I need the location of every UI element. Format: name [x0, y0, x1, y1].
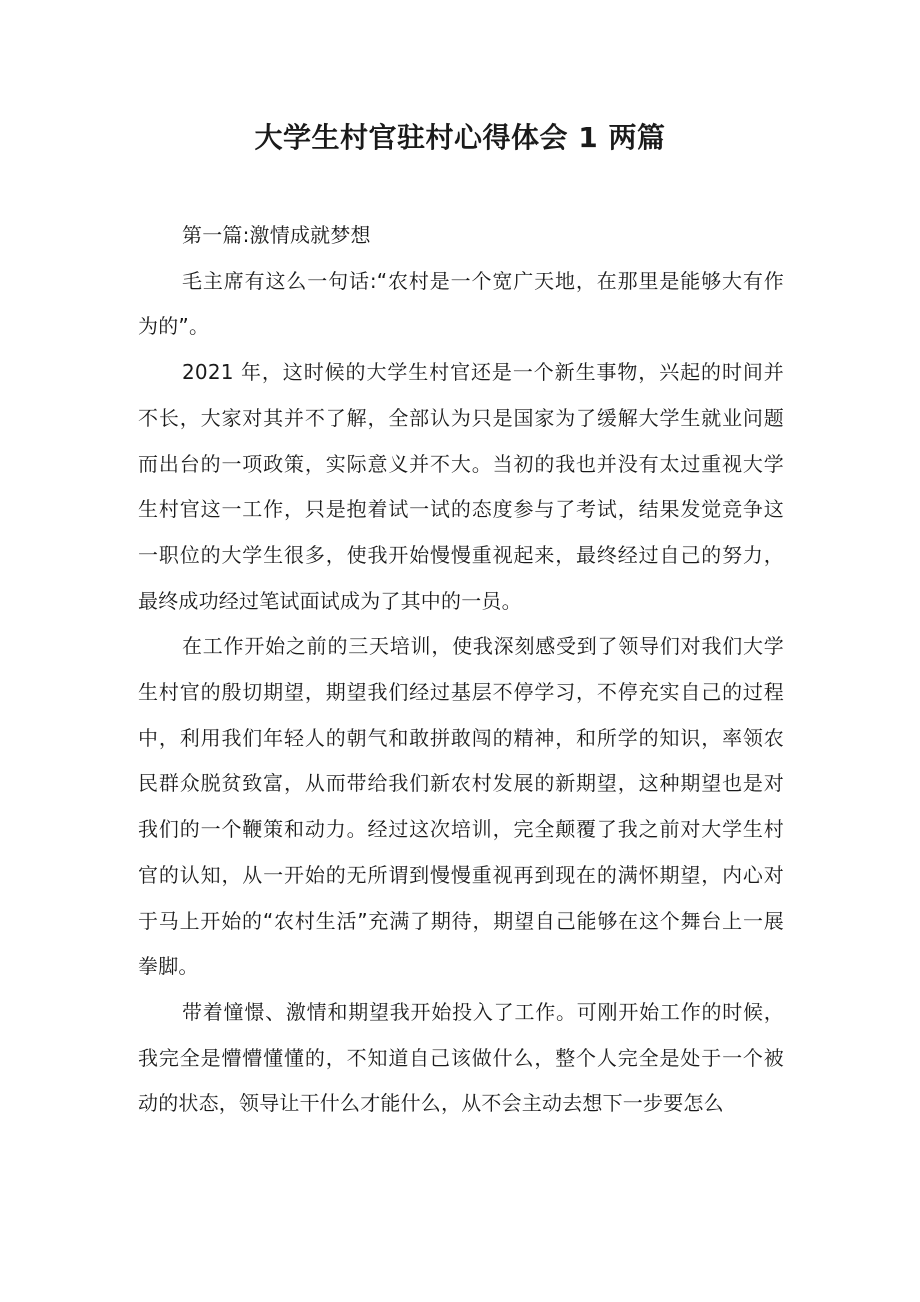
document-title: 大学生村官驻村心得体会 1 两篇 [254, 121, 666, 154]
paragraph: 毛主席有这么一句话:“农村是一个宽广天地，在那里是能够大有作为的”。 [138, 268, 784, 339]
paragraph: 在工作开始之前的三天培训，使我深刻感受到了领导们对我们大学生村官的殷切期望，期望我们经过基层不停学习，不停充实自己的过程中，利用我们年轻人的朝气和敢拼敢闯的精神，和所学的知识，率领农民群众脱贫致富，从而带给我们新农村发展的新期望，这种期望也是对我们的一个鞭策和动力。经过这次培训，完全颠覆了我之前对大学生村官的认知，从一开始的无所谓到慢慢重视再到现在的满怀期望，内心对于马上开始的“农村生活”充满了期待，期望自己能够在这个舞台上一展拳脚。 [138, 634, 784, 979]
paragraph: 带着憧憬、激情和期望我开始投入了工作。可刚开始工作的时候，我完全是懵懵懂懂的，不知道自己该做什么，整个人完全是处于一个被动的状态，领导让干什么才能什么，从不会主动去想下一步要怎么 [138, 999, 784, 1116]
paragraph: 2021 年，这时候的大学生村官还是一个新生事物，兴起的时间并不长，大家对其并不了解，全部认为只是国家为了缓解大学生就业问题而出台的一项政策，实际意义并不大。当初的我也并没有太过重视大学生村官这一工作，只是抱着试一试的态度参与了考试，结果发觉竞争这一职位的大学生很多，使我开始慢慢重视起来，最终经过自己的努力，最终成功经过笔试面试成为了其中的一员。 [138, 360, 784, 613]
document-body [138, 213, 784, 1127]
section-heading: 第一篇:激情成就梦想 [182, 223, 371, 247]
